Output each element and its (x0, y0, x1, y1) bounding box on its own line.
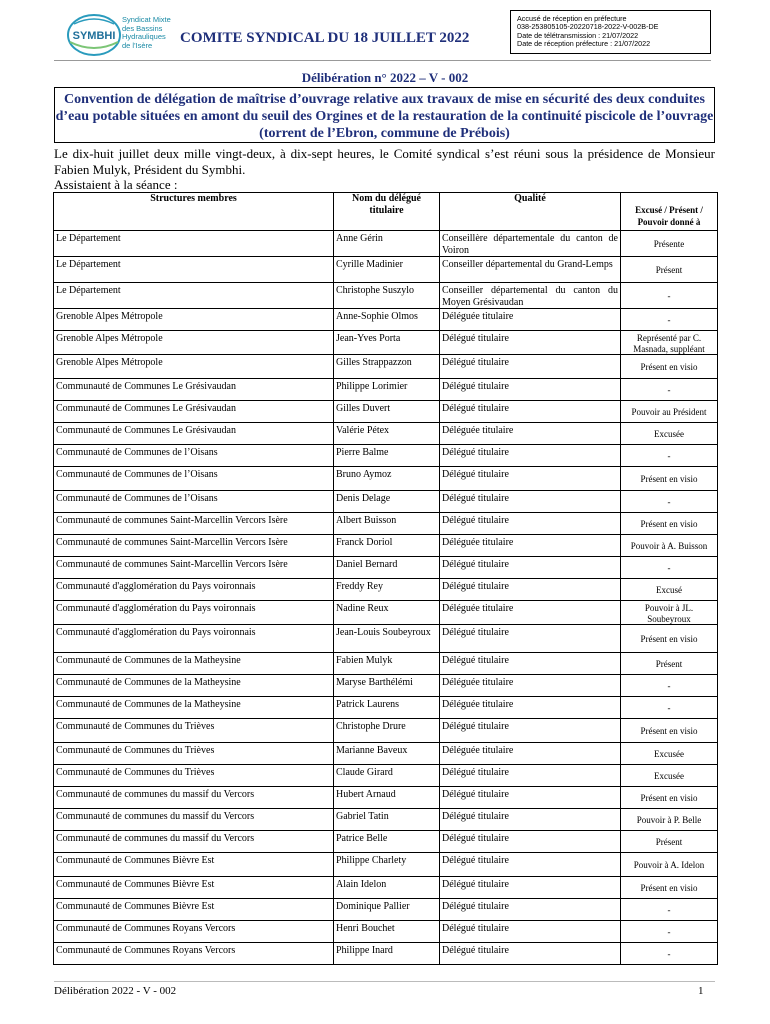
cell-status: Présent (621, 257, 718, 283)
cell-delegate: Patrice Belle (334, 831, 440, 853)
logo-line: Syndicat Mixte (122, 15, 171, 24)
table-row (54, 943, 718, 965)
cell-quality: Déléguée titulaire (440, 535, 621, 557)
table-row (54, 809, 718, 831)
table-row (54, 579, 718, 601)
table-row (54, 491, 718, 513)
cell-structure: Communauté de Communes Royans Vercors (54, 943, 334, 965)
cell-delegate: Marianne Baveux (334, 743, 440, 765)
table-row (54, 625, 718, 653)
cell-status: - (621, 557, 718, 579)
cell-structure: Communauté de Communes du Trièves (54, 719, 334, 743)
cell-quality: Délégué titulaire (440, 899, 621, 921)
table-row (54, 401, 718, 423)
cell-structure: Communauté de communes Saint-Marcellin Vercors Isère (54, 557, 334, 579)
cell-structure: Communauté de communes du massif du Vercors (54, 809, 334, 831)
cell-quality: Déléguée titulaire (440, 743, 621, 765)
cell-quality: Délégué titulaire (440, 355, 621, 379)
table-row (54, 309, 718, 331)
cell-structure: Communauté de communes du massif du Vercors (54, 831, 334, 853)
cell-status: - (621, 943, 718, 965)
cell-delegate: Jean-Yves Porta (334, 331, 440, 355)
table-row (54, 535, 718, 557)
table-row (54, 831, 718, 853)
cell-status: Pouvoir à A. Buisson (621, 535, 718, 557)
cell-delegate: Philippe Charlety (334, 853, 440, 877)
cell-quality: Déléguée titulaire (440, 423, 621, 445)
cell-delegate: Alain Idelon (334, 877, 440, 899)
cell-quality: Déléguée titulaire (440, 675, 621, 697)
cell-delegate: Nadine Reux (334, 601, 440, 625)
cell-structure: Communauté de Communes Bièvre Est (54, 877, 334, 899)
cell-structure: Communauté de Communes Le Grésivaudan (54, 423, 334, 445)
members-table (53, 192, 718, 965)
table-row (54, 355, 718, 379)
cell-quality: Délégué titulaire (440, 831, 621, 853)
table-row (54, 257, 718, 283)
cell-structure: Grenoble Alpes Métropole (54, 355, 334, 379)
cell-structure: Le Département (54, 231, 334, 257)
cell-status: Excusé (621, 579, 718, 601)
cell-delegate: Christophe Suszylo (334, 283, 440, 309)
cell-status: Présent en visio (621, 877, 718, 899)
cell-quality: Conseillère départementale du canton de Voiron (440, 231, 621, 257)
cell-delegate: Patrick Laurens (334, 697, 440, 719)
cell-quality: Délégué titulaire (440, 625, 621, 653)
cell-structure: Communauté de Communes de la Matheysine (54, 697, 334, 719)
cell-quality: Délégué titulaire (440, 943, 621, 965)
cell-status: Pouvoir à A. Idelon (621, 853, 718, 877)
cell-delegate: Pierre Balme (334, 445, 440, 467)
attendance-label: Assistaient à la séance : (54, 177, 178, 192)
header-divider (54, 60, 711, 61)
cell-delegate: Gabriel Tatin (334, 809, 440, 831)
cell-quality: Délégué titulaire (440, 467, 621, 491)
cell-structure: Communauté d'agglomération du Pays voironnais (54, 579, 334, 601)
members-table-body (54, 231, 718, 965)
intro (54, 146, 715, 193)
table-row (54, 445, 718, 467)
cell-structure: Communauté de Communes de l’Oisans (54, 491, 334, 513)
cell-delegate: Jean-Louis Soubeyroux (334, 625, 440, 653)
receipt-line: Date de télétransmission : 21/07/2022 (517, 31, 639, 40)
cell-quality: Délégué titulaire (440, 765, 621, 787)
cell-delegate: Anne Gérin (334, 231, 440, 257)
cell-structure: Communauté de Communes de l’Oisans (54, 467, 334, 491)
cell-structure: Communauté de Communes Bièvre Est (54, 853, 334, 877)
table-row (54, 899, 718, 921)
cell-delegate: Albert Buisson (334, 513, 440, 535)
cell-structure: Communauté de Communes Le Grésivaudan (54, 379, 334, 401)
cell-status: Présent en visio (621, 787, 718, 809)
table-row (54, 765, 718, 787)
cell-delegate: Gilles Strappazzon (334, 355, 440, 379)
cell-quality: Délégué titulaire (440, 379, 621, 401)
cell-structure: Communauté de communes du massif du Vercors (54, 787, 334, 809)
cell-delegate: Fabien Mulyk (334, 653, 440, 675)
cell-quality: Délégué titulaire (440, 719, 621, 743)
svg-text:SYMBHI: SYMBHI (72, 30, 116, 42)
receipt-stamp (510, 10, 711, 54)
deliberation-number: Délibération n° 2022 – V - 002 (301, 70, 469, 85)
footer-reference: Délibération 2022 - V - 002 (54, 985, 177, 997)
cell-quality: Délégué titulaire (440, 787, 621, 809)
table-row (54, 743, 718, 765)
logo-line: de l'Isère (122, 40, 153, 50)
table-row (54, 719, 718, 743)
cell-status: Pouvoir à JL. Soubeyroux (621, 601, 718, 625)
cell-quality: Déléguée titulaire (440, 697, 621, 719)
cell-delegate: Freddy Rey (334, 579, 440, 601)
cell-structure: Communauté de Communes du Trièves (54, 765, 334, 787)
cell-delegate: Valérie Pétex (334, 423, 440, 445)
cell-status: - (621, 283, 718, 309)
cell-delegate: Henri Bouchet (334, 921, 440, 943)
cell-delegate: Anne-Sophie Olmos (334, 309, 440, 331)
cell-quality: Délégué titulaire (440, 445, 621, 467)
cell-status: Présent (621, 653, 718, 675)
cell-structure: Communauté de Communes de la Matheysine (54, 653, 334, 675)
meeting-title: COMITE SYNDICAL DU 18 JUILLET 2022 (180, 30, 470, 46)
table-row (54, 601, 718, 625)
cell-quality: Délégué titulaire (440, 653, 621, 675)
header-status: Excusé / Présent / Pouvoir donné à (621, 193, 718, 231)
cell-structure: Communauté d'agglomération du Pays voironnais (54, 625, 334, 653)
cell-status: Excusée (621, 765, 718, 787)
cell-quality: Délégué titulaire (440, 877, 621, 899)
cell-delegate: Philippe Lorimier (334, 379, 440, 401)
cell-status: - (621, 491, 718, 513)
cell-quality: Conseiller départemental du canton du Moyen Grésivaudan (440, 283, 621, 309)
cell-status: Présent en visio (621, 355, 718, 379)
header-delegate: Nom du délégué titulaire (334, 193, 440, 231)
cell-delegate: Daniel Bernard (334, 557, 440, 579)
cell-status: Représenté par C. Masnada, suppléant (621, 331, 718, 355)
cell-quality: Délégué titulaire (440, 579, 621, 601)
table-row (54, 653, 718, 675)
cell-structure: Communauté de communes Saint-Marcellin Vercors Isère (54, 513, 334, 535)
receipt-line: Date de réception préfecture : 21/07/2022 (517, 39, 651, 48)
cell-quality: Déléguée titulaire (440, 601, 621, 625)
cell-status: - (621, 675, 718, 697)
table-row (54, 423, 718, 445)
cell-structure: Communauté de Communes de l’Oisans (54, 445, 334, 467)
cell-status: - (621, 899, 718, 921)
cell-status: Présent en visio (621, 467, 718, 491)
table-row (54, 557, 718, 579)
cell-status: Présent en visio (621, 513, 718, 535)
cell-status: Présent en visio (621, 719, 718, 743)
cell-status: - (621, 697, 718, 719)
table-row (54, 697, 718, 719)
cell-status: Pouvoir au Président (621, 401, 718, 423)
logo-caption (122, 16, 171, 50)
cell-delegate: Franck Doriol (334, 535, 440, 557)
cell-structure: Communauté de Communes Bièvre Est (54, 899, 334, 921)
cell-structure: Communauté de Communes du Trièves (54, 743, 334, 765)
footer-divider (54, 981, 715, 982)
header-quality: Qualité (440, 193, 621, 231)
cell-status: Excusée (621, 743, 718, 765)
cell-quality: Délégué titulaire (440, 401, 621, 423)
cell-structure: Le Département (54, 283, 334, 309)
cell-delegate: Claude Girard (334, 765, 440, 787)
table-row (54, 921, 718, 943)
cell-quality: Délégué titulaire (440, 513, 621, 535)
cell-structure: Communauté de Communes Royans Vercors (54, 921, 334, 943)
cell-quality: Délégué titulaire (440, 331, 621, 355)
cell-delegate: Denis Delage (334, 491, 440, 513)
intro-paragraph: Le dix-huit juillet deux mille vingt-deux, à dix-sept heures, le Comité syndical s’est réuni sous la présidence de Monsieur Fabien Mulyk, Président du Symbhi. (54, 146, 715, 177)
cell-delegate: Philippe Inard (334, 943, 440, 965)
deliberation-subject: Convention de délégation de maîtrise d’ouvrage relative aux travaux de mise en sécurité des deux conduites d’eau potable situées en amont du seuil des Orgines et de la restauration de la continuité piscicole de l’ouvrage (torrent de l’Ebron, commune de Prébois) (54, 87, 715, 143)
table-row (54, 331, 718, 355)
cell-delegate: Dominique Pallier (334, 899, 440, 921)
table-row (54, 675, 718, 697)
cell-structure: Communauté de Communes de la Matheysine (54, 675, 334, 697)
header-structure: Structures membres (54, 193, 334, 231)
table-row (54, 787, 718, 809)
cell-status: Présent (621, 831, 718, 853)
cell-delegate: Christophe Drure (334, 719, 440, 743)
table-row (54, 283, 718, 309)
cell-quality: Déléguée titulaire (440, 309, 621, 331)
cell-delegate: Gilles Duvert (334, 401, 440, 423)
receipt-line: Accusé de réception en préfecture (517, 15, 627, 23)
cell-status: Présent en visio (621, 625, 718, 653)
cell-quality: Délégué titulaire (440, 853, 621, 877)
table-row (54, 877, 718, 899)
logo-line: des Bassins (122, 23, 163, 33)
cell-delegate: Maryse Barthélémi (334, 675, 440, 697)
logo-line: Hydrauliques (122, 32, 166, 41)
table-row (54, 379, 718, 401)
cell-quality: Délégué titulaire (440, 557, 621, 579)
cell-structure: Communauté de communes Saint-Marcellin Vercors Isère (54, 535, 334, 557)
table-row (54, 853, 718, 877)
cell-quality: Conseiller départemental du Grand-Lemps (440, 257, 621, 283)
cell-structure: Communauté de Communes Le Grésivaudan (54, 401, 334, 423)
cell-delegate: Hubert Arnaud (334, 787, 440, 809)
page-number: 1 (698, 985, 704, 997)
cell-delegate: Bruno Aymoz (334, 467, 440, 491)
cell-structure: Le Département (54, 257, 334, 283)
cell-quality: Délégué titulaire (440, 921, 621, 943)
cell-status: - (621, 309, 718, 331)
cell-status: Excusée (621, 423, 718, 445)
cell-quality: Délégué titulaire (440, 809, 621, 831)
cell-delegate: Cyrille Madinier (334, 257, 440, 283)
cell-status: Pouvoir à P. Belle (621, 809, 718, 831)
cell-status: Présente (621, 231, 718, 257)
table-row (54, 467, 718, 491)
cell-structure: Communauté d'agglomération du Pays voironnais (54, 601, 334, 625)
cell-structure: Grenoble Alpes Métropole (54, 309, 334, 331)
cell-structure: Grenoble Alpes Métropole (54, 331, 334, 355)
table-row (54, 231, 718, 257)
cell-quality: Délégué titulaire (440, 491, 621, 513)
cell-status: - (621, 379, 718, 401)
cell-status: - (621, 445, 718, 467)
cell-status: - (621, 921, 718, 943)
table-row (54, 513, 718, 535)
receipt-line: 038-253805105-20220718-2022-V-002B-DE (517, 23, 659, 32)
